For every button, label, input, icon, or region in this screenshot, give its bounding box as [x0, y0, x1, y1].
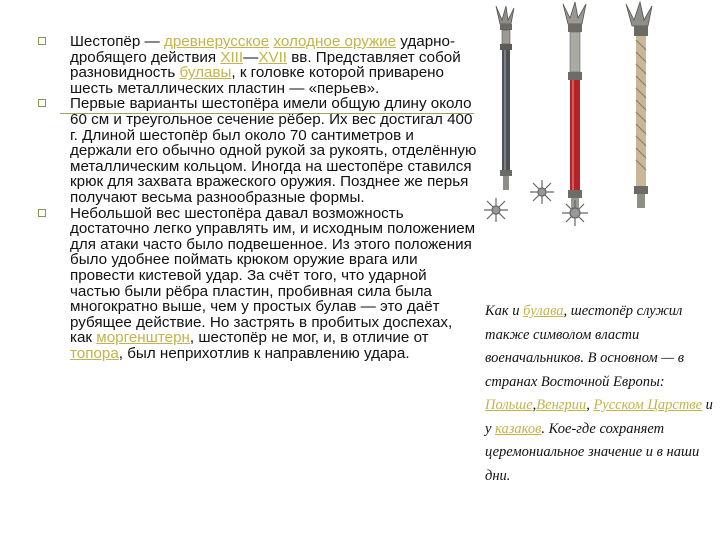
bullet-text-3	[70, 206, 478, 362]
text-run: ударно-дробящего действия	[70, 33, 456, 66]
text-run: —	[140, 33, 164, 50]
bullet-marker-icon	[38, 37, 46, 45]
text-run: и у	[485, 397, 713, 437]
illustration-caption	[485, 300, 715, 488]
hyperlink[interactable]: холодное оружие	[273, 33, 397, 50]
text-run: , к головке которой приварено шесть металлических пластин — «перьев».	[70, 64, 445, 97]
text-run: вв. Представляет собой разновидность	[70, 48, 461, 82]
text-run: Небольшой вес шестопёра давал возможность достаточно легко управлять им, и исходным положением для атаки часто было подвешенное. Из этого положения было удобнее поймать крюком оружие врага или провести кистевой удар. За счёт того, что ударной частью были рёбра пластин, пробивная сила была многократно выше, чем у простых булав — это даёт рубящее действие. Но застрять в пробитых доспехах, как	[70, 204, 476, 347]
mace-1-icon	[496, 6, 514, 190]
bullet-item-3	[38, 206, 478, 362]
mace-2-icon	[562, 2, 588, 226]
hyperlink[interactable]: моргенштерн	[96, 329, 190, 347]
mace-3-icon	[626, 2, 652, 208]
text-run: ,	[532, 397, 537, 413]
hyperlink[interactable]: XIII	[220, 48, 244, 66]
hyperlink[interactable]: XVII	[258, 48, 288, 66]
hyperlink[interactable]: Польше	[485, 397, 533, 413]
maces-image	[478, 0, 720, 270]
hyperlink[interactable]: Русском Царстве	[593, 397, 703, 413]
text-run: , был неприхотлив к направлению удара.	[118, 344, 410, 362]
bullet-marker-icon	[38, 209, 46, 217]
text-run: , шестопёр не мог, и, в отличие от	[189, 329, 429, 347]
bullet-text-1	[70, 34, 478, 96]
text-run: ,	[586, 397, 594, 413]
text-run: —	[243, 48, 259, 66]
text-run: Как и	[485, 303, 524, 319]
bullet-text-2	[70, 96, 478, 205]
hyperlink[interactable]: булавы	[179, 64, 232, 82]
hyperlink[interactable]: булава	[523, 303, 564, 319]
bullet-item-1	[38, 34, 478, 96]
bullet-marker-icon	[38, 99, 46, 107]
shestoper-illustration	[478, 0, 720, 270]
star-mace-icon	[484, 180, 554, 222]
hyperlink[interactable]: казаков	[495, 420, 542, 437]
hyperlink[interactable]: топора	[70, 344, 119, 362]
hyperlink[interactable]: древнерусское	[163, 33, 270, 50]
text-run: Шестопёр	[70, 33, 141, 50]
text-run: Первые варианты шестопёра имели общую длину около 60 см и треугольное сечение рёбер. Их вес достигал 400 г. Длиной шестопёр был около 70 сантиметров и держали его обычно одной рукой за рукоять, отделённую металлическим кольцом. Иногда на шестопёре ставился крюк для захвата вражеского оружия. Позднее же перья получают весьма разнообразные формы.	[70, 95, 477, 206]
text-run: , шестопёр служил также символом власти военачальников. В основном — в странах Восточной Европы:	[485, 303, 685, 390]
bullet-item-2	[38, 96, 478, 205]
bullet-list	[38, 34, 478, 361]
hyperlink[interactable]: Венгрии	[536, 397, 587, 413]
text-run: . Кое-где сохраняет церемониальное значение и в наши дни.	[485, 420, 700, 484]
